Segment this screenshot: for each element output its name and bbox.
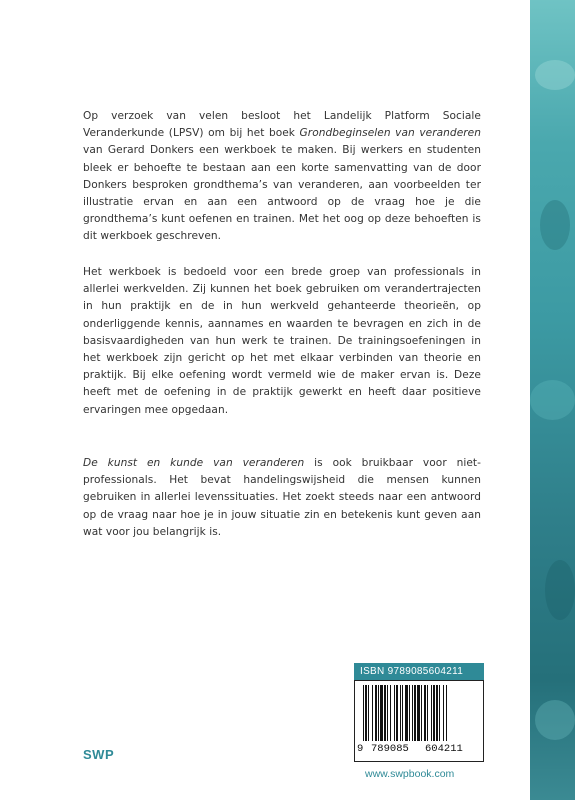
barcode-digit-prefix: 9	[357, 743, 364, 755]
barcode-digit-group-right: 604211	[425, 743, 463, 755]
book-title-grondbeginselen: Grondbeginselen van veranderen	[299, 127, 481, 140]
paragraph-audience: Het werkboek is bedoeld voor een brede groep van professionals in allerlei werkvelden. Zij kunnen het boek gebruiken om verandertrajecten in hun praktijk en de in hun werkveld gehanteerde theorieën, op onderliggende kennis, aannames en waarden te bevragen en zich in de basisvaardigheden van hun werk te trainen. De trainingsoefeningen in het werkboek zijn gericht op het met elkaar verbinden van theorie en praktijk. Bij elke oefening wordt vermeld wie de maker ervan is. Deze heeft met de oefening in de praktijk gewerkt en heeft daar positieve ervaringen mee opgedaan.	[83, 266, 481, 416]
paragraph-non-professionals: De kunst en kunde van veranderen is ook bruikbaar voor niet-professionals. Het bevat handelingswijsheid die mensen kunnen gebruiken in allerlei levenssituaties. Het zoekt steeds naar een antwoord op de vraag naar hoe je in jouw situatie zin en betekenis kunt geven aan wat voor jou belangrijk is.	[83, 457, 481, 538]
barcode-digit-group-left: 789085	[371, 743, 409, 755]
isbn-label: ISBN 9789085604211	[354, 663, 484, 680]
cover-spine-edge	[530, 0, 575, 800]
publisher-website[interactable]: www.swpbook.com	[365, 768, 455, 780]
barcode	[354, 680, 484, 762]
book-title-kunst-en-kunde: De kunst en kunde van veranderen	[83, 457, 305, 469]
paragraph-intro: Op verzoek van velen besloot het Landelijk Platform Sociale Veranderkunde (LPSV) om bij het boek Grondbeginselen van veranderen van Gerard Donkers een werkboek te maken. Bij werkers en studenten bleek er behoefte te bestaan aan een korte samenvatting van de door Donkers besproken grondthema’s van veranderen, aan voorbeelden ter illustratie ervan en aan een antwoord op de vraag hoe je die grondthema’s kunt oefenen en trainen. Met het oog op deze behoeften is dit werkboek geschreven.	[83, 110, 481, 243]
barcode-bars	[361, 685, 479, 745]
publisher-logo: SWP	[83, 747, 115, 762]
